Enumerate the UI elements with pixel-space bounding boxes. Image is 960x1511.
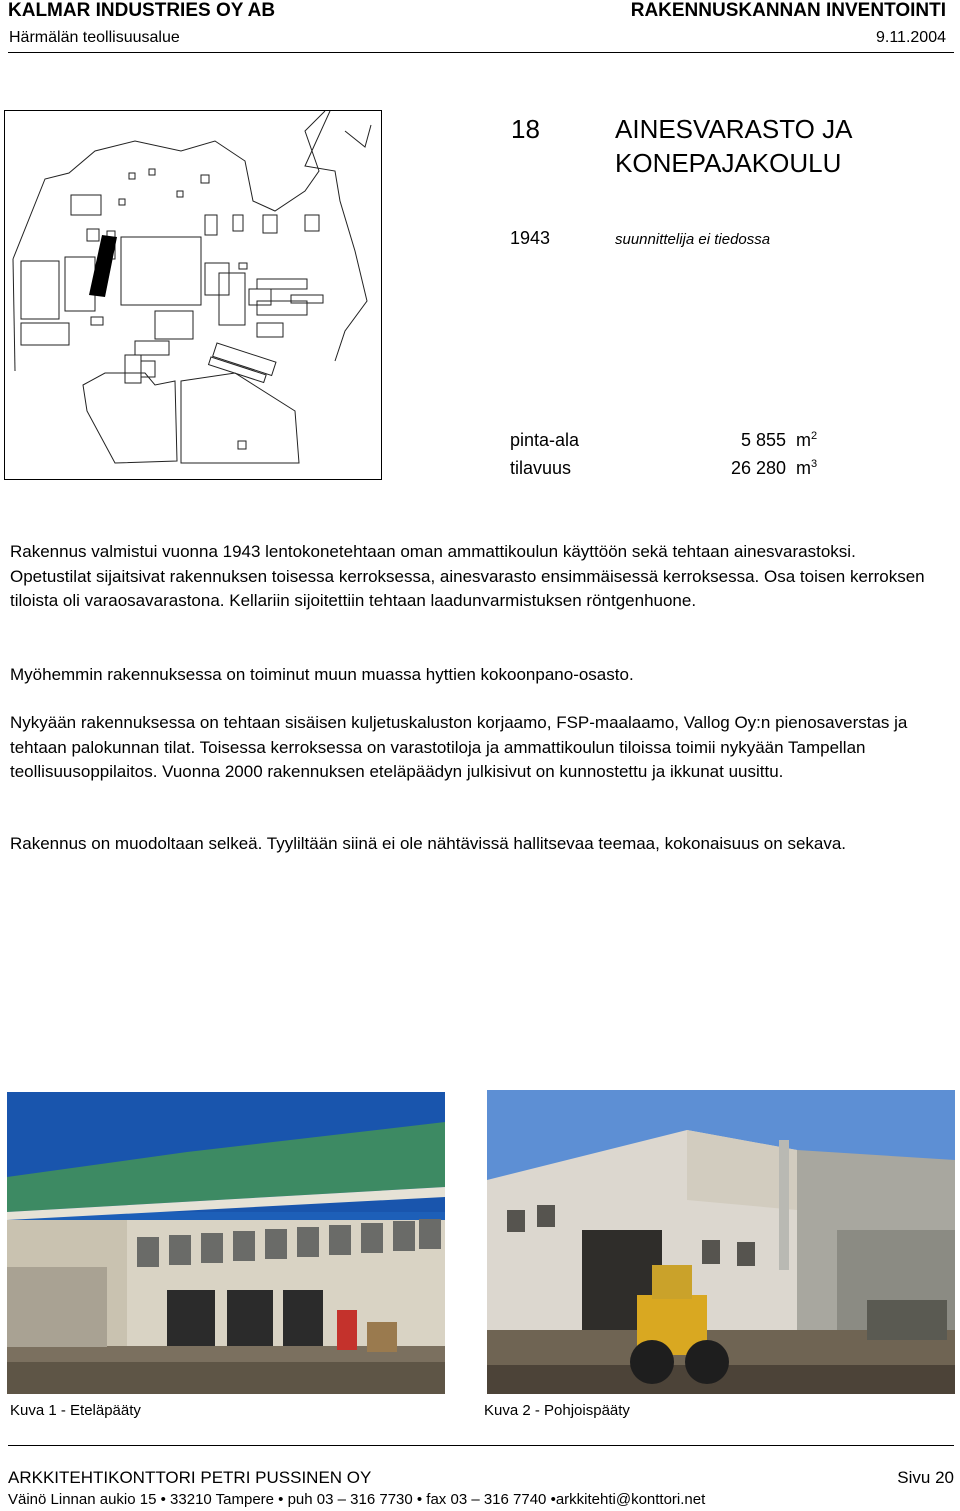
area-value: 5 855: [740, 430, 786, 450]
paragraph-current-use: Nykyään rakennuksessa on tehtaan sisäisen kuljetuskaluston korjaamo, FSP-maalaamo, Vallog Oy:n pienosaverstas ja tehtaan palokunnan tilat. Toisessa kerroksessa on varastotiloja ja ammattikoulun tiloissa toimii nykyään Tampellan teollisuusoppilaitos. Vuonna 2000 rakennuksen eteläpäädyn julkisivut on kunnostettu ja ikkunat uusittu.: [10, 713, 908, 781]
volume-value: 26 280: [730, 458, 786, 478]
area-name: Härmälän teollisuusalue: [9, 29, 180, 46]
area-label: pinta-ala: [510, 430, 580, 450]
header-rule: [8, 52, 954, 53]
site-plan-drawing: [5, 111, 380, 478]
area-unit: $m^2$: [796, 430, 818, 450]
volume-unit: $m^3$: [796, 458, 818, 478]
highlighted-building: [89, 235, 117, 297]
company-name: KALMAR INDUSTRIES OY AB: [8, 0, 276, 21]
building-name-line1: AINESVARASTO JA: [615, 114, 853, 144]
designer: suunnittelija ei tiedossa: [615, 231, 771, 248]
paragraph-assessment: Rakennus on muodoltaan selkeä. Tyyliltään siinä ei ole nähtävissä hallitsevaa teemaa, kokonaisuus on sekava.: [10, 834, 847, 853]
document-date: 9.11.2004: [876, 29, 946, 46]
office-name: ARKKITEHTIKONTTORI PETRI PUSSINEN OY: [8, 1468, 372, 1487]
volume-label: tilavuus: [510, 458, 572, 478]
photo-south-end: [7, 1092, 445, 1394]
paragraph-later-use: Myöhemmin rakennuksessa on toiminut muun muassa hyttien kokoonpano-osasto.: [10, 665, 634, 684]
building-name-line2: KONEPAJAKOULU: [615, 148, 842, 178]
document-title: RAKENNUSKANNAN INVENTOINTI: [630, 0, 946, 21]
photo-caption-2: Kuva 2 - Pohjoispääty: [484, 1402, 630, 1419]
photo-north-end: [487, 1090, 955, 1394]
paragraph-history: Rakennus valmistui vuonna 1943 lentokonetehtaan oman ammattikoulun käyttöön sekä tehtaan ainesvarastoksi. Opetustilat sijaitsivat rakennuksen toisessa kerroksessa, ainesvarasto ensimmäisessä kerroksessa. Osa toisen kerroksen tiloista oli varaosavarastona. Kellariin sijoitettiin tehtaan laadunvarmistuksen röntgenhuone.: [10, 542, 925, 610]
building-number: 18: [511, 114, 540, 144]
footer-rule: [8, 1445, 954, 1446]
site-map: [4, 110, 382, 480]
construction-year: 1943: [510, 228, 551, 248]
office-address: Väinö Linnan aukio 15 • 33210 Tampere • puh 03 – 316 7730 • fax 03 – 316 7740 •arkkitehti@konttori.net: [8, 1491, 706, 1508]
page-number: Sivu 20: [897, 1468, 954, 1487]
photo-caption-1: Kuva 1 - Eteläpääty: [10, 1402, 141, 1419]
